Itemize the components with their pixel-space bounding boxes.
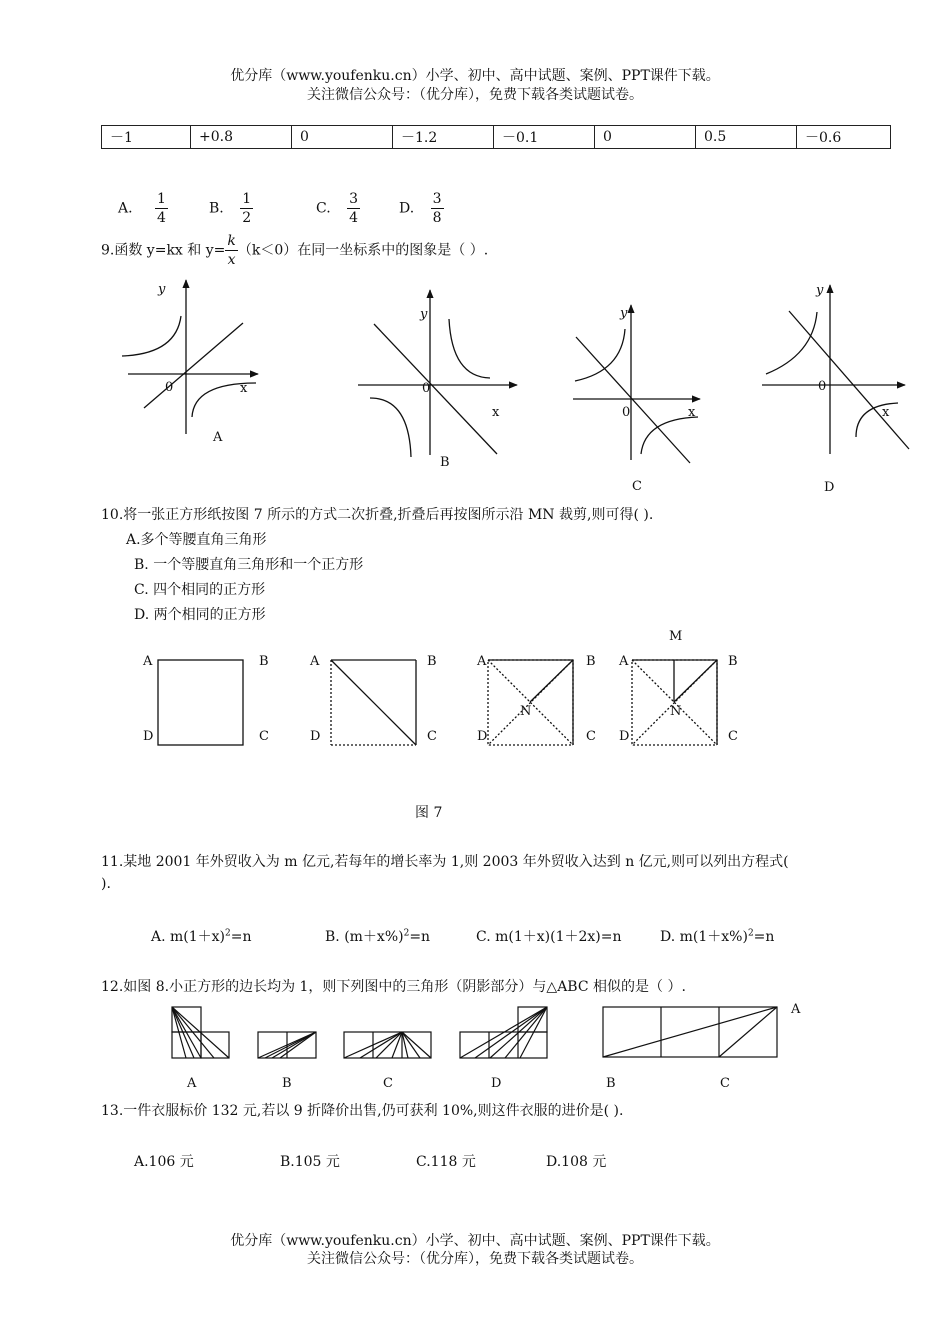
option-text: D. m(1＋x%) xyxy=(660,929,748,945)
axis-label-x: x xyxy=(492,405,500,420)
graph-label-b: B xyxy=(440,455,450,470)
value-cell: －0.6 xyxy=(797,126,891,149)
value-cell: 0 xyxy=(595,126,696,149)
q13-option-b[interactable]: B.105 元 xyxy=(280,1154,340,1170)
value-cell: +0.8 xyxy=(191,126,292,149)
denominator: 4 xyxy=(157,210,166,226)
q12-stem: 12.如图 8.小正方形的边长均为 1，则下列图中的三角形（阴影部分）与△ABC 相似的是（ ）. xyxy=(101,979,686,995)
numerator: k xyxy=(227,233,236,249)
axis-label-y: y xyxy=(158,282,166,297)
grid-figure-d xyxy=(460,1007,547,1058)
origin-label: 0 xyxy=(818,379,827,394)
denominator: 4 xyxy=(349,210,359,226)
triangle-vertex-b: B xyxy=(606,1076,616,1091)
figure-label-a: A xyxy=(187,1076,197,1091)
graph-label-d: D xyxy=(824,480,835,495)
corner-label-a: A xyxy=(310,654,320,669)
axis-label-y: y xyxy=(420,307,428,322)
corner-label-d: D xyxy=(143,729,154,744)
corner-label-d: D xyxy=(310,729,321,744)
graph-label-a: A xyxy=(213,430,223,445)
axis-label-x: x xyxy=(688,405,696,420)
value-cell: 0.5 xyxy=(696,126,797,149)
figure-label-d: D xyxy=(491,1076,502,1091)
corner-label-c: C xyxy=(586,729,596,744)
figure-label-b: B xyxy=(282,1076,292,1091)
q13-option-c[interactable]: C.118 元 xyxy=(416,1154,476,1170)
numerator: 1 xyxy=(157,191,166,207)
header-line-2: 关注微信公众号：（优分库），免费下载各类试题试卷。 xyxy=(307,87,643,103)
axis-label-y: y xyxy=(620,306,628,321)
grid-figure-b xyxy=(258,1032,316,1058)
q10-option-a[interactable]: A.多个等腰直角三角形 xyxy=(126,532,267,548)
corner-label-a: A xyxy=(477,654,487,669)
numerator: 1 xyxy=(242,191,252,207)
option-label: D. xyxy=(399,200,415,217)
grid-figure-c xyxy=(344,1032,431,1058)
denominator: 2 xyxy=(242,210,252,226)
q11-stem-end: ). xyxy=(101,876,111,892)
value-cell: 0 xyxy=(292,126,393,149)
denominator: 8 xyxy=(432,210,442,226)
option-text: B. (m＋x%) xyxy=(325,929,404,945)
denominator: x xyxy=(227,252,236,268)
point-label-n: N xyxy=(670,704,682,719)
triangle-vertex-a: A xyxy=(791,1002,801,1017)
corner-label-b: B xyxy=(586,654,596,669)
corner-label-d: D xyxy=(477,729,488,744)
point-label-n: N xyxy=(520,704,532,719)
option-text: A. m(1＋x) xyxy=(151,929,226,945)
q10-option-d[interactable]: D. 两个相同的正方形 xyxy=(134,607,266,623)
corner-label-a: A xyxy=(619,654,629,669)
figure-7-caption: 图 7 xyxy=(415,805,443,821)
corner-label-b: B xyxy=(728,654,738,669)
q13-stem: 13.一件衣服标价 132 元,若以 9 折降价出售,仍可获利 10%,则这件衣服的进价是( ). xyxy=(101,1103,624,1119)
option-tail: =n xyxy=(753,929,775,945)
option-label: C. xyxy=(316,200,331,217)
exponent: 2 xyxy=(403,928,410,939)
corner-label-b: B xyxy=(259,654,269,669)
q13-option-a[interactable]: A.106 元 xyxy=(134,1154,194,1170)
axis-label-x: x xyxy=(882,405,890,420)
header-line-1: 优分库（www.youfenku.cn）小学、初中、高中试题、案例、PPT课件下载。 xyxy=(230,68,720,84)
value-cell: －0.1 xyxy=(494,126,595,149)
corner-label-d: D xyxy=(619,729,630,744)
exponent: 2 xyxy=(225,928,231,939)
option-label: A. xyxy=(118,200,133,217)
corner-label-c: C xyxy=(728,729,738,744)
figure-label-c: C xyxy=(383,1076,393,1091)
corner-label-c: C xyxy=(259,729,269,744)
q10-option-b[interactable]: B. 一个等腰直角三角形和一个正方形 xyxy=(134,557,364,573)
q11-stem: 11.某地 2001 年外贸收入为 m 亿元,若每年的增长率为 1,则 2003 年外贸收入达到 n 亿元,则可以列出方程式( xyxy=(101,854,789,870)
value-cell: －1.2 xyxy=(393,126,494,149)
q9-prefix: 9.函数 y=kx 和 y= xyxy=(101,242,226,259)
graph-label-c: C xyxy=(632,479,642,494)
axis-label-x: x xyxy=(240,381,248,396)
option-tail: =n xyxy=(230,929,252,945)
footer-line-1: 优分库（www.youfenku.cn）小学、初中、高中试题、案例、PPT课件下载。 xyxy=(230,1233,720,1249)
option-text: C. m(1＋x)(1＋2x)=n xyxy=(476,929,622,945)
axis-label-y: y xyxy=(816,283,824,298)
origin-label: 0 xyxy=(422,381,431,396)
point-label-m: M xyxy=(669,629,683,644)
q10-option-c[interactable]: C. 四个相同的正方形 xyxy=(134,582,266,598)
footer-line-2: 关注微信公众号：（优分库），免费下载各类试题试卷。 xyxy=(307,1251,643,1267)
origin-label: 0 xyxy=(622,405,631,420)
q13-option-d[interactable]: D.108 元 xyxy=(546,1154,607,1170)
triangle-vertex-c: C xyxy=(720,1076,730,1091)
corner-label-c: C xyxy=(427,729,437,744)
corner-label-b: B xyxy=(427,654,437,669)
reference-triangle-abc xyxy=(603,1007,777,1057)
numerator: 3 xyxy=(349,191,359,207)
q9-suffix: （k＜0）在同一坐标系中的图象是（ ）. xyxy=(237,242,489,259)
option-label: B. xyxy=(209,200,224,217)
origin-label: 0 xyxy=(165,380,174,395)
q10-stem: 10.将一张正方形纸按图 7 所示的方式二次折叠,折叠后再按图所示沿 MN 裁剪,则可得( ). xyxy=(101,507,654,523)
numerator: 3 xyxy=(432,191,442,207)
grid-figure-a xyxy=(172,1007,229,1058)
exponent: 2 xyxy=(747,928,754,939)
corner-label-a: A xyxy=(143,654,153,669)
option-tail: =n xyxy=(409,929,431,945)
value-cell: －1 xyxy=(102,126,191,149)
